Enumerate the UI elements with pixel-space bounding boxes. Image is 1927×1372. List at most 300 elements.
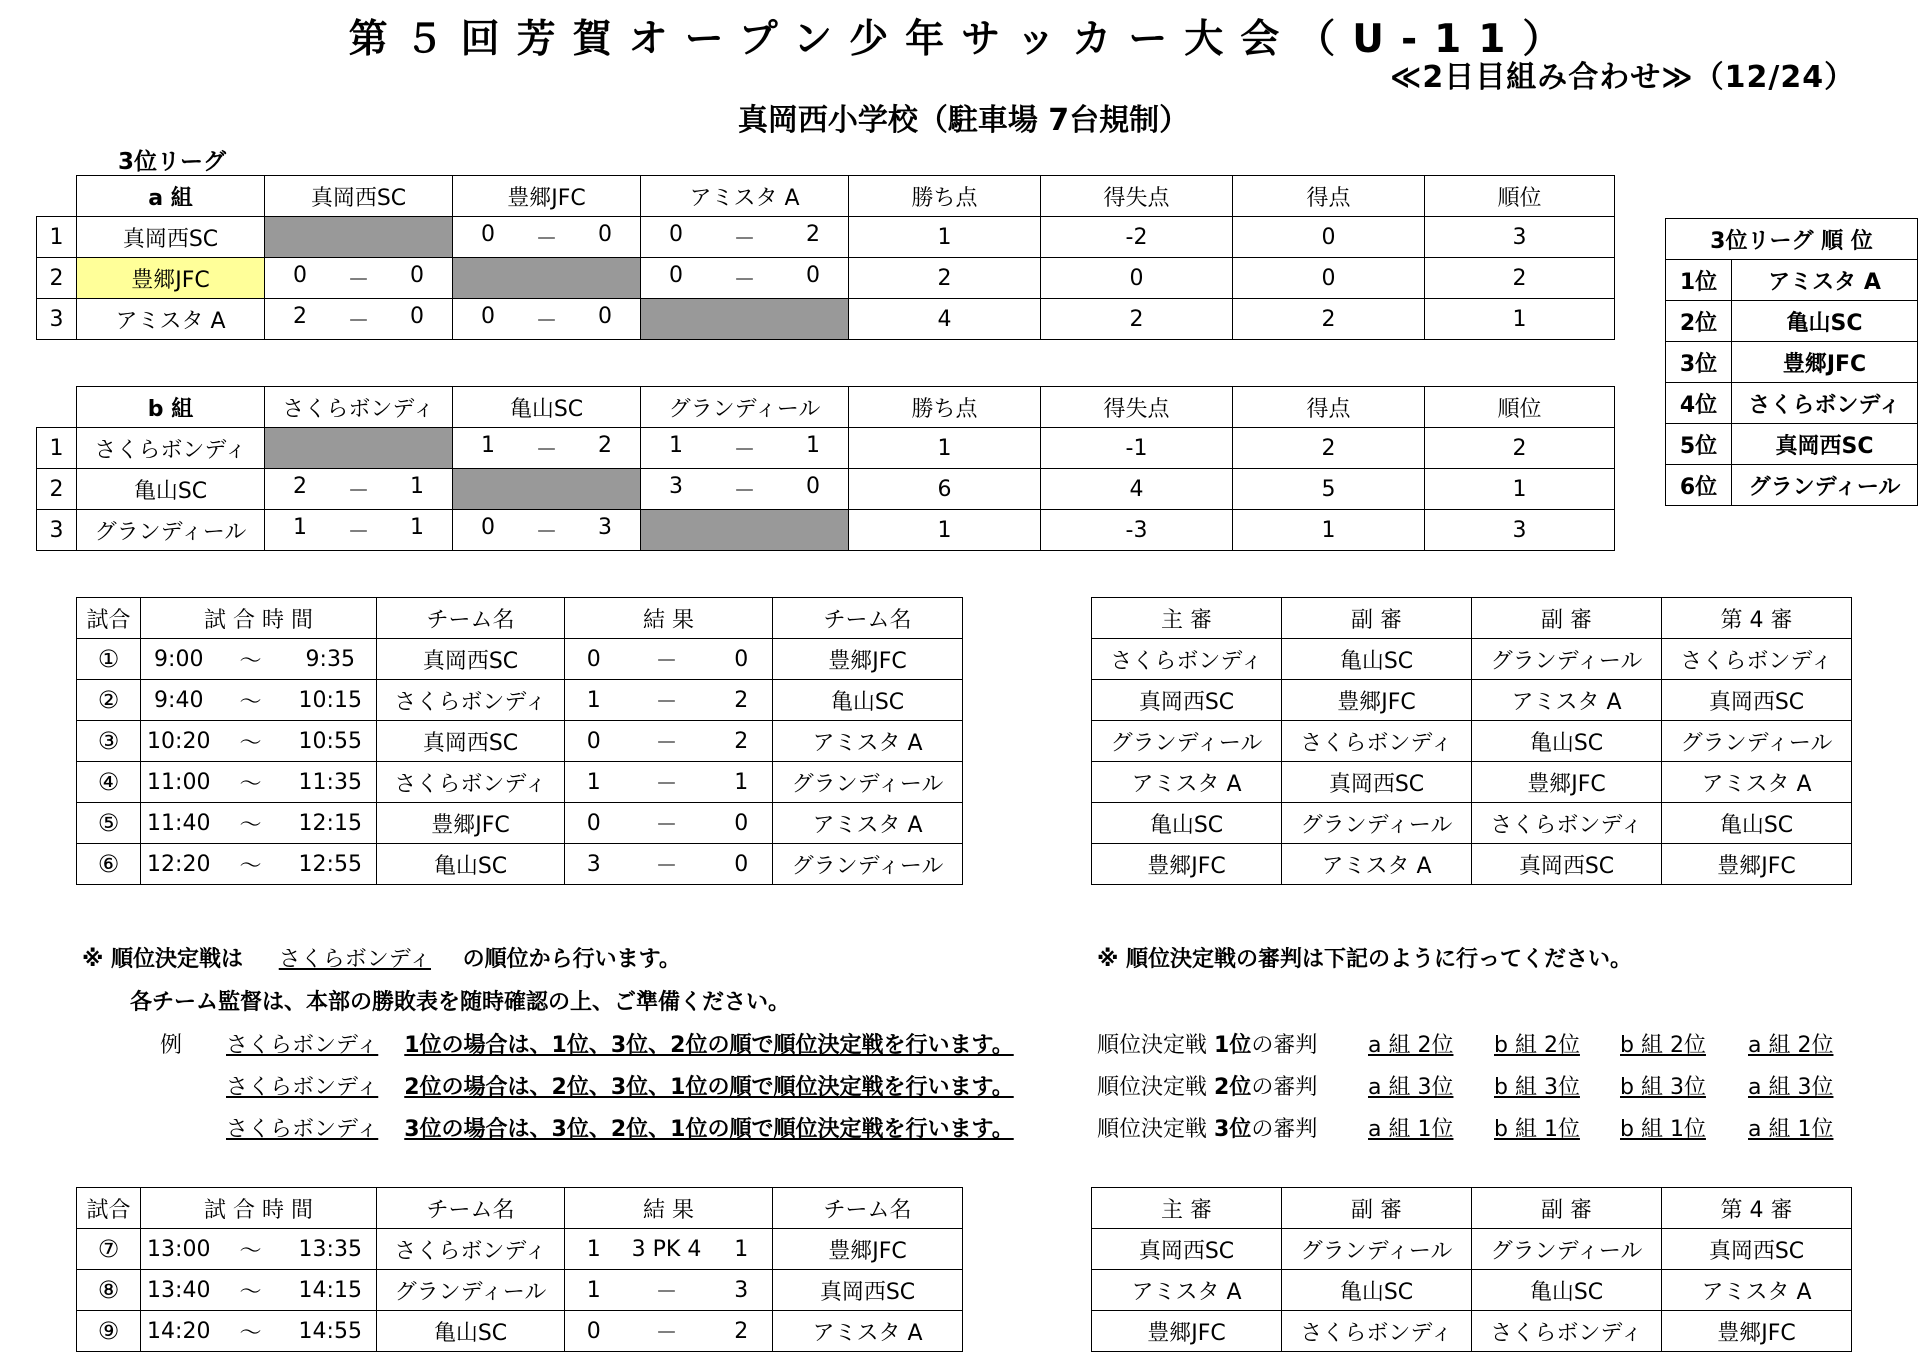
- end-time: 11:35: [285, 762, 377, 803]
- goal-diff: 4: [1041, 469, 1233, 510]
- col-header: さくらボンディ: [265, 387, 453, 428]
- example-text: 3位の場合は、3位、2位、1位の順で順位決定戦を行います。: [404, 1117, 1014, 1142]
- league-label: 3位リーグ: [118, 149, 227, 175]
- col-header: チーム名: [773, 1188, 963, 1229]
- goals-for: 0: [1233, 258, 1425, 299]
- home-score: 0: [565, 1311, 623, 1352]
- referee-name: 真岡西SC: [1282, 762, 1472, 803]
- away-score: 1: [711, 762, 773, 803]
- referee-rule-label: [1097, 1112, 1317, 1143]
- referee-name: 亀山SC: [1282, 639, 1472, 680]
- header-row: [77, 598, 963, 639]
- referees-table-1: [1091, 597, 1852, 885]
- example-row: [226, 1112, 1014, 1143]
- referee-row: [1092, 1311, 1852, 1352]
- home-score: 1: [565, 762, 623, 803]
- example-team: さくらボンディ: [226, 1117, 379, 1142]
- match-row: [77, 762, 963, 803]
- home-team: 亀山SC: [377, 1311, 565, 1352]
- goals-for: 1: [1233, 510, 1425, 551]
- score-cell: 1 － 1: [265, 510, 453, 551]
- away-team: アミスタ A: [773, 1311, 963, 1352]
- team-name: アミスタ A: [77, 299, 265, 340]
- row-number: 1: [37, 217, 77, 258]
- home-team: さくらボンディ: [377, 1229, 565, 1270]
- referee-name: アミスタ A: [1092, 1270, 1282, 1311]
- rule-text: 順位決定戦: [1097, 1075, 1214, 1100]
- self-cell: [453, 258, 641, 299]
- group-header: a 組: [77, 176, 265, 217]
- start-time: 13:40: [141, 1270, 217, 1311]
- home-score: 0: [565, 721, 623, 762]
- goals-for: 2: [1233, 299, 1425, 340]
- row-number: 1: [37, 428, 77, 469]
- col-header: 結 果: [565, 1188, 773, 1229]
- rank: 2: [1425, 428, 1615, 469]
- time-sep: ～: [217, 1229, 285, 1270]
- referee-name: さくらボンディ: [1472, 803, 1662, 844]
- rule-text: 順位決定戦: [1097, 1033, 1214, 1058]
- referee-note-title: ※ 順位決定戦の審判は下記のように行ってください。: [1097, 947, 1633, 972]
- ranking-header: 3位リーグ 順 位: [1666, 219, 1918, 260]
- note-line-1: [82, 942, 681, 973]
- points: 4: [849, 299, 1041, 340]
- rank-team: 真岡西SC: [1732, 424, 1918, 465]
- start-time: 13:00: [141, 1229, 217, 1270]
- matches-table-1: [76, 597, 963, 885]
- rank-position: 6位: [1666, 465, 1732, 506]
- referee-name: 豊郷JFC: [1092, 844, 1282, 885]
- start-time: 12:20: [141, 844, 217, 885]
- score-cell: 0 － 2: [641, 217, 849, 258]
- ranking-row: [1666, 342, 1918, 383]
- rank-team: さくらボンディ: [1732, 383, 1918, 424]
- score-mid: －: [623, 721, 711, 762]
- score-cell: 1 － 2: [453, 428, 641, 469]
- example-row: [226, 1028, 1014, 1059]
- example-text: 2位の場合は、2位、3位、1位の順で順位決定戦を行います。: [404, 1075, 1014, 1100]
- col-header: 得失点: [1041, 176, 1233, 217]
- score-cell: 0 － 0: [453, 299, 641, 340]
- rank-position: 5位: [1666, 424, 1732, 465]
- example-label: 例: [160, 1033, 183, 1058]
- score-mid: －: [623, 1270, 711, 1311]
- col-header: 順位: [1425, 176, 1615, 217]
- referee-assignment: b 組 1位: [1494, 1117, 1580, 1142]
- table-row: [37, 299, 1615, 340]
- ref-header: 副 審: [1472, 1188, 1662, 1229]
- away-score: 2: [711, 1311, 773, 1352]
- end-time: 10:55: [285, 721, 377, 762]
- page-subtitle: ≪2日目組み合わせ≫（12/24）: [1390, 60, 1856, 95]
- rank-position: 1位: [1666, 260, 1732, 301]
- end-time: 14:55: [285, 1311, 377, 1352]
- table-row: [37, 258, 1615, 299]
- referees-table-2: [1091, 1187, 1852, 1352]
- referee-assignment: a 組 1位: [1748, 1117, 1834, 1142]
- referee-assignment: a 組 3位: [1748, 1075, 1834, 1100]
- referee-assignment: b 組 1位: [1620, 1117, 1706, 1142]
- referee-name: 亀山SC: [1092, 803, 1282, 844]
- score-mid: 3 PK 4: [623, 1229, 711, 1270]
- referee-assignment: b 組 2位: [1494, 1033, 1580, 1058]
- time-sep: ～: [217, 803, 285, 844]
- end-time: 14:15: [285, 1270, 377, 1311]
- match-row: [77, 1229, 963, 1270]
- referee-assignment: a 組 2位: [1748, 1033, 1834, 1058]
- start-time: 9:00: [141, 639, 217, 680]
- example-text: 1位の場合は、1位、3位、2位の順で順位決定戦を行います。: [404, 1033, 1014, 1058]
- rank-team: グランディール: [1732, 465, 1918, 506]
- points: 1: [849, 428, 1041, 469]
- ref-header: 第 4 審: [1662, 598, 1852, 639]
- match-number: ⑤: [77, 803, 141, 844]
- col-header: 順位: [1425, 387, 1615, 428]
- rank-position: 3位: [1666, 342, 1732, 383]
- referee-row: [1092, 1270, 1852, 1311]
- referee-row: [1092, 1229, 1852, 1270]
- ref-header: 第 4 審: [1662, 1188, 1852, 1229]
- match-number: ⑧: [77, 1270, 141, 1311]
- score-cell: 0 － 3: [453, 510, 641, 551]
- match-number: ②: [77, 680, 141, 721]
- home-score: 0: [565, 639, 623, 680]
- self-cell: [265, 428, 453, 469]
- ref-header: 主 審: [1092, 1188, 1282, 1229]
- referee-name: 豊郷JFC: [1662, 844, 1852, 885]
- referee-assignment: a 組 1位: [1368, 1117, 1454, 1142]
- away-score: 2: [711, 721, 773, 762]
- time-sep: ～: [217, 762, 285, 803]
- away-team: アミスタ A: [773, 803, 963, 844]
- score-mid: －: [623, 639, 711, 680]
- match-number: ①: [77, 639, 141, 680]
- rule-text: の審判: [1251, 1117, 1318, 1142]
- rank: 3: [1425, 217, 1615, 258]
- match-number: ⑨: [77, 1311, 141, 1352]
- score-cell: 2 － 0: [265, 299, 453, 340]
- rule-position: 2位: [1214, 1075, 1252, 1100]
- rule-text: の審判: [1251, 1075, 1318, 1100]
- goals-for: 2: [1233, 428, 1425, 469]
- start-time: 9:40: [141, 680, 217, 721]
- score-cell: 0 － 0: [641, 258, 849, 299]
- referee-name: 豊郷JFC: [1472, 762, 1662, 803]
- match-number: ⑥: [77, 844, 141, 885]
- table-row: [37, 469, 1615, 510]
- rank-team: アミスタ A: [1732, 260, 1918, 301]
- match-row: [77, 844, 963, 885]
- rank: 1: [1425, 299, 1615, 340]
- row-number: 3: [37, 299, 77, 340]
- end-time: 10:15: [285, 680, 377, 721]
- group-a-table: [36, 175, 1615, 340]
- ranking-table: [1665, 218, 1918, 506]
- referee-assignment: a 組 2位: [1368, 1033, 1454, 1058]
- team-name: 真岡西SC: [77, 217, 265, 258]
- rule-text: 順位決定戦: [1097, 1117, 1214, 1142]
- end-time: 9:35: [285, 639, 377, 680]
- header-row: [77, 1188, 963, 1229]
- points: 1: [849, 510, 1041, 551]
- col-header: チーム名: [773, 598, 963, 639]
- referee-row: [1092, 844, 1852, 885]
- rank: 2: [1425, 258, 1615, 299]
- referee-name: アミスタ A: [1662, 762, 1852, 803]
- home-score: 3: [565, 844, 623, 885]
- referee-row: [1092, 721, 1852, 762]
- team-name: 豊郷JFC: [77, 258, 265, 299]
- col-header: 試 合 時 間: [141, 598, 377, 639]
- away-score: 0: [711, 844, 773, 885]
- start-time: 11:40: [141, 803, 217, 844]
- ref-header: 主 審: [1092, 598, 1282, 639]
- table-row: [37, 428, 1615, 469]
- goal-diff: -2: [1041, 217, 1233, 258]
- away-team: 豊郷JFC: [773, 1229, 963, 1270]
- ref-header: 副 審: [1282, 1188, 1472, 1229]
- col-header: チーム名: [377, 1188, 565, 1229]
- referee-name: グランディール: [1472, 639, 1662, 680]
- referee-name: さくらボンディ: [1282, 1311, 1472, 1352]
- away-score: 0: [711, 639, 773, 680]
- rank: 3: [1425, 510, 1615, 551]
- time-sep: ～: [217, 844, 285, 885]
- example-team: さくらボンディ: [226, 1075, 379, 1100]
- page-title: 第５回芳賀オープン少年サッカー大会（U-11）: [348, 17, 1579, 62]
- example-row: [226, 1070, 1014, 1101]
- col-header: グランディール: [641, 387, 849, 428]
- referee-name: グランディール: [1662, 721, 1852, 762]
- time-sep: ～: [217, 721, 285, 762]
- self-cell: [641, 299, 849, 340]
- away-team: グランディール: [773, 844, 963, 885]
- rule-text: の審判: [1251, 1033, 1318, 1058]
- table-row: [37, 217, 1615, 258]
- col-header: 得失点: [1041, 387, 1233, 428]
- home-team: 亀山SC: [377, 844, 565, 885]
- referee-rule-label: [1097, 1028, 1317, 1059]
- referee-name: さくらボンディ: [1472, 1311, 1662, 1352]
- match-row: [77, 1270, 963, 1311]
- ref-header: 副 審: [1282, 598, 1472, 639]
- match-row: [77, 639, 963, 680]
- rank-position: 4位: [1666, 383, 1732, 424]
- referee-name: アミスタ A: [1662, 1270, 1852, 1311]
- referee-row: [1092, 762, 1852, 803]
- referee-name: 豊郷JFC: [1662, 1311, 1852, 1352]
- header-row: [1092, 598, 1852, 639]
- home-team: さくらボンディ: [377, 762, 565, 803]
- goal-diff: 0: [1041, 258, 1233, 299]
- col-header: 亀山SC: [453, 387, 641, 428]
- start-time: 10:20: [141, 721, 217, 762]
- match-row: [77, 680, 963, 721]
- referee-name: さくらボンディ: [1662, 639, 1852, 680]
- ranking-row: [1666, 260, 1918, 301]
- referee-name: 真岡西SC: [1662, 1229, 1852, 1270]
- ranking-row: [1666, 424, 1918, 465]
- referee-row: [1092, 803, 1852, 844]
- referee-name: グランディール: [1282, 1229, 1472, 1270]
- team-name: さくらボンディ: [77, 428, 265, 469]
- ranking-row: [1666, 301, 1918, 342]
- rank-team: 亀山SC: [1732, 301, 1918, 342]
- match-row: [77, 803, 963, 844]
- row-number: 2: [37, 258, 77, 299]
- referee-name: アミスタ A: [1092, 762, 1282, 803]
- table-row: [37, 510, 1615, 551]
- score-cell: 0 － 0: [453, 217, 641, 258]
- away-team: グランディール: [773, 762, 963, 803]
- referee-row: [1092, 639, 1852, 680]
- goals-for: 5: [1233, 469, 1425, 510]
- referee-assignment: a 組 3位: [1368, 1075, 1454, 1100]
- venue-label: 真岡西小学校（駐車場 7台規制）: [737, 103, 1190, 138]
- note-line-2: 各チーム監督は、本部の勝敗表を随時確認の上、ご準備ください。: [130, 990, 791, 1015]
- ranking-row: [1666, 383, 1918, 424]
- referee-name: グランディール: [1092, 721, 1282, 762]
- note-team: さくらボンディ: [278, 947, 431, 972]
- time-sep: ～: [217, 639, 285, 680]
- time-sep: ～: [217, 680, 285, 721]
- home-team: 真岡西SC: [377, 639, 565, 680]
- col-header: 試 合 時 間: [141, 1188, 377, 1229]
- time-sep: ～: [217, 1270, 285, 1311]
- home-score: 1: [565, 680, 623, 721]
- time-sep: ～: [217, 1311, 285, 1352]
- referee-name: 豊郷JFC: [1282, 680, 1472, 721]
- team-name: グランディール: [77, 510, 265, 551]
- col-header: アミスタ A: [641, 176, 849, 217]
- match-row: [77, 721, 963, 762]
- points: 1: [849, 217, 1041, 258]
- col-header: 真岡西SC: [265, 176, 453, 217]
- away-score: 3: [711, 1270, 773, 1311]
- col-header: チーム名: [377, 598, 565, 639]
- col-header: 試合: [77, 598, 141, 639]
- rank-position: 2位: [1666, 301, 1732, 342]
- note-text: の順位から行います。: [462, 947, 681, 972]
- col-header: 勝ち点: [849, 176, 1041, 217]
- corner-cell: [37, 387, 77, 428]
- score-mid: －: [623, 762, 711, 803]
- referee-name: グランディール: [1472, 1229, 1662, 1270]
- match-row: [77, 1311, 963, 1352]
- ref-header: 副 審: [1472, 598, 1662, 639]
- referee-assignment: b 組 3位: [1620, 1075, 1706, 1100]
- start-time: 11:00: [141, 762, 217, 803]
- away-team: 亀山SC: [773, 680, 963, 721]
- rule-position: 1位: [1214, 1033, 1252, 1058]
- referee-name: グランディール: [1282, 803, 1472, 844]
- home-team: さくらボンディ: [377, 680, 565, 721]
- referee-name: さくらボンディ: [1282, 721, 1472, 762]
- home-team: 真岡西SC: [377, 721, 565, 762]
- referee-assignment: b 組 3位: [1494, 1075, 1580, 1100]
- referee-name: さくらボンディ: [1092, 639, 1282, 680]
- referee-name: アミスタ A: [1472, 680, 1662, 721]
- end-time: 13:35: [285, 1229, 377, 1270]
- away-team: 真岡西SC: [773, 1270, 963, 1311]
- start-time: 14:20: [141, 1311, 217, 1352]
- matches-table-2: [76, 1187, 963, 1352]
- col-header: 結 果: [565, 598, 773, 639]
- score-mid: －: [623, 1311, 711, 1352]
- home-team: 豊郷JFC: [377, 803, 565, 844]
- goals-for: 0: [1233, 217, 1425, 258]
- score-mid: －: [623, 844, 711, 885]
- home-score: 0: [565, 803, 623, 844]
- referee-name: 亀山SC: [1472, 1270, 1662, 1311]
- away-team: アミスタ A: [773, 721, 963, 762]
- col-header: 得点: [1233, 176, 1425, 217]
- away-score: 0: [711, 803, 773, 844]
- note-text: ※ 順位決定戦は: [82, 947, 244, 972]
- row-number: 3: [37, 510, 77, 551]
- col-header: 試合: [77, 1188, 141, 1229]
- home-team: グランディール: [377, 1270, 565, 1311]
- score-cell: 0 － 0: [265, 258, 453, 299]
- home-score: 1: [565, 1270, 623, 1311]
- match-number: ⑦: [77, 1229, 141, 1270]
- group-header: b 組: [77, 387, 265, 428]
- score-mid: －: [623, 803, 711, 844]
- row-number: 2: [37, 469, 77, 510]
- rank: 1: [1425, 469, 1615, 510]
- end-time: 12:15: [285, 803, 377, 844]
- referee-name: アミスタ A: [1282, 844, 1472, 885]
- self-cell: [641, 510, 849, 551]
- group-b-table: [36, 386, 1615, 551]
- col-header: 豊郷JFC: [453, 176, 641, 217]
- away-score: 1: [711, 1229, 773, 1270]
- end-time: 12:55: [285, 844, 377, 885]
- goal-diff: 2: [1041, 299, 1233, 340]
- match-number: ④: [77, 762, 141, 803]
- score-mid: －: [623, 680, 711, 721]
- away-team: 豊郷JFC: [773, 639, 963, 680]
- header-row: [1092, 1188, 1852, 1229]
- col-header: 得点: [1233, 387, 1425, 428]
- goal-diff: -3: [1041, 510, 1233, 551]
- referee-name: 豊郷JFC: [1092, 1311, 1282, 1352]
- match-number: ③: [77, 721, 141, 762]
- corner-cell: [37, 176, 77, 217]
- referee-assignment: b 組 2位: [1620, 1033, 1706, 1058]
- score-cell: 2 － 1: [265, 469, 453, 510]
- away-score: 2: [711, 680, 773, 721]
- referee-name: 真岡西SC: [1662, 680, 1852, 721]
- home-score: 1: [565, 1229, 623, 1270]
- example-team: さくらボンディ: [226, 1033, 379, 1058]
- goal-diff: -1: [1041, 428, 1233, 469]
- score-cell: 3 － 0: [641, 469, 849, 510]
- referee-name: 亀山SC: [1662, 803, 1852, 844]
- ranking-row: [1666, 465, 1918, 506]
- referee-name: 亀山SC: [1472, 721, 1662, 762]
- referee-name: 真岡西SC: [1472, 844, 1662, 885]
- self-cell: [265, 217, 453, 258]
- referee-name: 真岡西SC: [1092, 680, 1282, 721]
- referee-row: [1092, 680, 1852, 721]
- rule-position: 3位: [1214, 1117, 1252, 1142]
- referee-name: 真岡西SC: [1092, 1229, 1282, 1270]
- referee-rule-label: [1097, 1070, 1317, 1101]
- col-header: 勝ち点: [849, 387, 1041, 428]
- points: 6: [849, 469, 1041, 510]
- rank-team: 豊郷JFC: [1732, 342, 1918, 383]
